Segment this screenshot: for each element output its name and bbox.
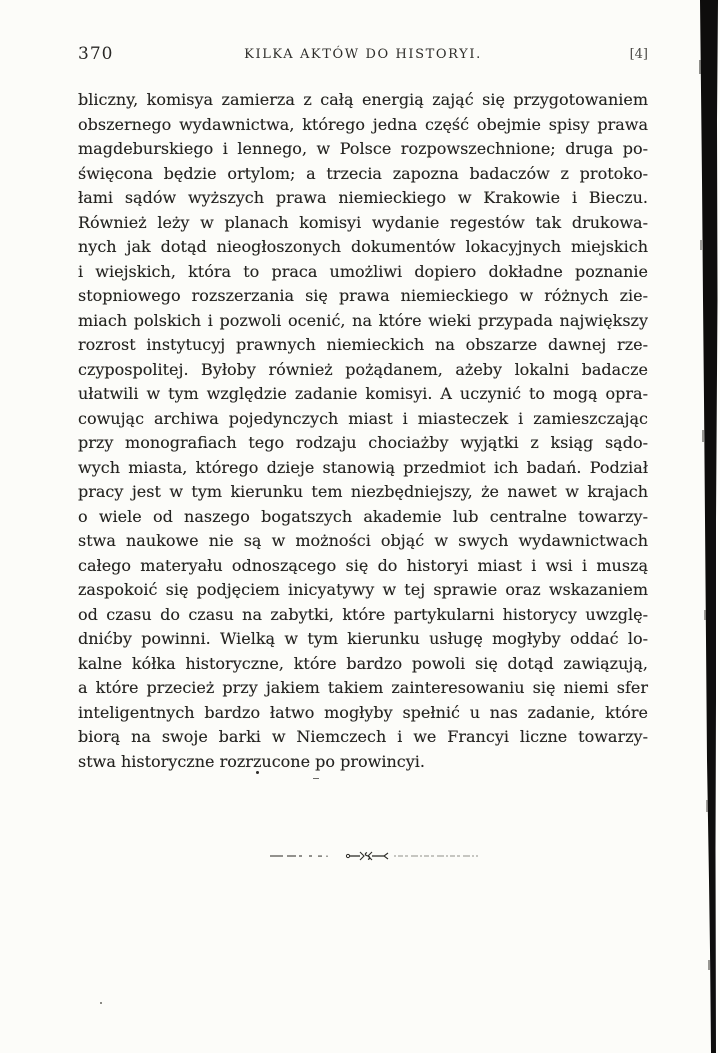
- text-line: rozrost instytucyj prawnych niemieckich na obszarze dawnej rze-: [78, 335, 648, 354]
- text-line: nych jak dotąd nieogłoszonych dokumentów lokacyjnych miejskich: [78, 237, 648, 256]
- paragraph: [78, 88, 648, 774]
- text-line: stopniowego rozszerzania się prawa niemieckiego w różnych zie-: [78, 286, 648, 305]
- paragraph-end-dash: [313, 778, 319, 779]
- scan-edge-band-artifact: [695, 0, 720, 1053]
- text-line: pracy jest w tym kierunku tem niezbędniejszy, że nawet w krajach: [78, 482, 648, 501]
- text-line: biorą na swoje barki w Niemczech i we Francyi liczne towarzy-: [78, 727, 648, 746]
- text-line: przy monografiach tego rodzaju chociażby wyjątki z ksiąg sądo-: [78, 433, 648, 452]
- signature-mark: [4]: [629, 47, 648, 62]
- text-line: a które przecież przy jakiem takiem zainteresowaniu się niemi sfer: [78, 678, 648, 697]
- text-line: inteligentnych bardzo łatwo mogłyby spełnić u nas zadanie, które: [78, 702, 648, 722]
- text-line: łami sądów wyższych prawa niemieckiego w Krakowie i Bieczu.: [78, 188, 648, 207]
- text-line: zaspokoić się podjęciem inicyatywy w tej sprawie oraz wskazaniem: [78, 580, 648, 599]
- paragraph-end-dot: [256, 771, 259, 774]
- text-line: stwa historyczne rozrzucone po prowincyi.: [78, 751, 425, 771]
- text-line: całego materyału odnoszącego się do historyi miast i wsi i muszą: [78, 555, 648, 575]
- text-line: od czasu do czasu na zabytki, które partykularni historycy uwzglę-: [78, 604, 648, 624]
- text-line: bliczny, komisya zamierza z całą energią zająć się przygotowaniem: [78, 90, 648, 109]
- page-number: 370: [78, 44, 114, 64]
- text-line: magdeburskiego i lennego, w Polsce rozpowszechnione; druga po-: [78, 139, 648, 158]
- divider-ornament-icon: [268, 846, 480, 864]
- text-line: obszernego wydawnictwa, którego jedna część obejmie spisy prawa: [78, 114, 648, 134]
- text-line: ułatwili w tym względzie zadanie komisyi. A uczynić to mogą opra-: [78, 384, 648, 403]
- running-title: KILKA AKTÓW DO HISTORYI.: [244, 47, 482, 62]
- text-line: stwa naukowe nie są w możności objąć w swych wydawnictwach: [78, 531, 648, 550]
- text-line: i wiejskich, która to praca umożliwi dopiero dokładne poznanie: [78, 261, 648, 281]
- text-line: czypospolitej. Byłoby również pożądanem, ażeby lokalni badacze: [78, 359, 648, 379]
- text-line: kalne kółka historyczne, które bardzo powoli się dotąd zawiązują,: [78, 653, 648, 673]
- text-line: cowując archiwa pojedynczych miast i miasteczek i zamieszczając: [78, 408, 648, 428]
- text-line: o wiele od naszego bogatszych akademie lub centralne towarzy-: [78, 506, 648, 526]
- text-line: dnićby powinni. Wielką w tym kierunku usługę mogłyby oddać lo-: [78, 629, 648, 648]
- scan-speck: [100, 1002, 102, 1004]
- page-header: [78, 44, 648, 66]
- text-line: wych miasta, którego dzieje stanowią przedmiot ich badań. Podział: [78, 457, 648, 477]
- text-line: Również leży w planach komisyi wydanie regestów tak drukowa-: [78, 212, 648, 232]
- text-line: miach polskich i pozwoli ocenić, na które wieki przypada największy: [78, 310, 648, 330]
- text-line: święcona będzie ortylom; a trzecia zapozna badaczów z protoko-: [78, 163, 648, 183]
